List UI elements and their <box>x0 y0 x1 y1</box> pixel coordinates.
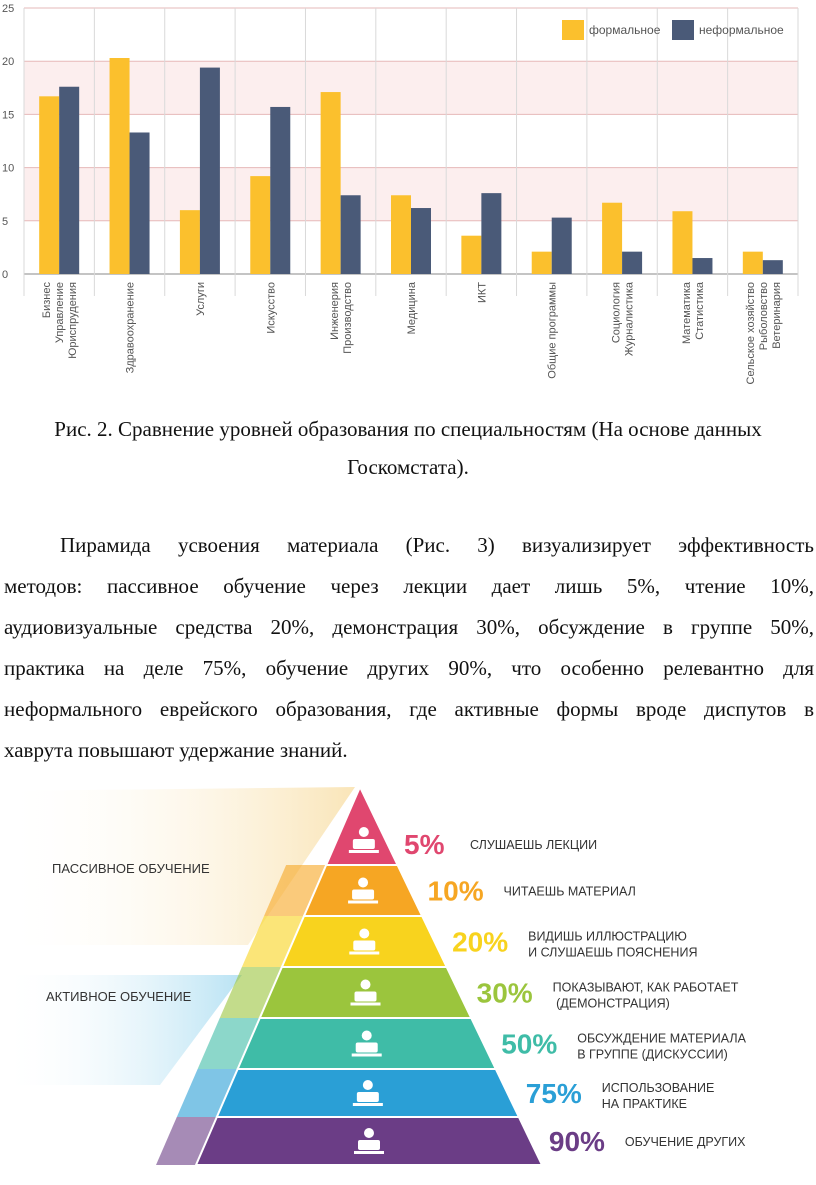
level-label <box>602 1081 715 1111</box>
icon-body <box>352 890 374 900</box>
icon-head <box>361 980 371 990</box>
bar-informal <box>341 195 361 274</box>
icon-body <box>355 992 377 1002</box>
level-label-line: ИСПОЛЬЗОВАНИЕ <box>601 1081 715 1095</box>
level-percent: 10% <box>427 875 484 907</box>
level-label-line: И СЛУШАЕШЬ ПОЯСНЕНИЯ <box>528 945 698 960</box>
y-tick-label: 0 <box>2 269 9 281</box>
icon-base <box>351 1003 381 1006</box>
bar-informal <box>411 208 431 274</box>
icon-body <box>353 839 375 849</box>
paragraph-line: практика на деле 75%, обучение других 90%, что особенно релевантно для <box>4 656 814 680</box>
y-tick-label: 5 <box>2 215 9 228</box>
bar-formal <box>532 252 552 274</box>
bar-informal <box>692 258 712 274</box>
icon-body <box>356 1043 378 1053</box>
icon-base <box>354 1151 384 1154</box>
category-label <box>476 282 488 303</box>
bar-formal <box>461 236 481 274</box>
passive-learning-label: ПАССИВНОЕ ОБУЧЕНИЕ <box>52 861 210 876</box>
level-label-line: ЧИТАЕШЬ МАТЕРИАЛ <box>503 884 636 899</box>
bar-informal <box>481 193 501 274</box>
category-label-line: Бизнес <box>41 282 54 319</box>
level-label-line: В ГРУППЕ (ДИСКУССИИ) <box>577 1047 728 1062</box>
paragraph-line: методов: пассивное обучение через лекции дает лишь 5%, чтение 10%, <box>4 574 814 598</box>
category-label-line: Сельское хозяйство <box>744 282 757 385</box>
bar-informal <box>200 68 220 274</box>
bar-formal <box>39 96 59 274</box>
level-label <box>553 981 739 1011</box>
category-label <box>611 281 636 356</box>
y-tick-label: 15 <box>2 109 15 122</box>
level-percent: 90% <box>548 1126 605 1157</box>
figure-caption-line-1: Рис. 2. Сравнение уровней образования по специальностям (На основе данных <box>54 417 762 441</box>
icon-base <box>349 850 379 853</box>
y-tick-label: 25 <box>2 3 15 15</box>
category-label <box>125 282 137 373</box>
level-percent: 75% <box>525 1078 582 1109</box>
category-label-line: Инженерия <box>329 282 342 340</box>
level-label-line: ОБУЧЕНИЕ ДРУГИХ <box>624 1135 746 1149</box>
category-label <box>547 282 559 379</box>
icon-head <box>359 827 369 837</box>
paragraph-line: неформального еврейского образования, где активные формы вроде диспутов в <box>4 697 814 721</box>
category-label-line: Рыболовство <box>757 282 770 351</box>
category-label-line: Математика <box>680 282 693 344</box>
level-percent: 5% <box>404 829 445 860</box>
icon-body <box>358 1140 380 1150</box>
icon-body <box>353 941 375 951</box>
bar-informal <box>130 132 150 274</box>
category-label <box>41 282 79 359</box>
bar-informal <box>59 87 79 274</box>
bar-informal <box>763 260 783 274</box>
bar-formal <box>602 203 622 274</box>
paragraph-line: аудиовизуальные средства 20%, демонстрация 30%, обсуждение в группе 50%, <box>4 615 814 639</box>
bar-chart-figure <box>0 0 816 400</box>
category-label <box>406 281 418 334</box>
category-label <box>329 282 354 354</box>
icon-head <box>358 878 368 888</box>
y-tick-label: 10 <box>2 162 15 175</box>
level-label-line: НА ПРАКТИКЕ <box>601 1097 687 1111</box>
icon-base <box>352 1054 382 1057</box>
icon-head <box>362 1031 372 1041</box>
category-label-line: Журналистика <box>623 282 636 357</box>
level-label <box>528 930 697 960</box>
level-percent: 50% <box>501 1028 558 1060</box>
y-tick-label: 20 <box>2 56 15 69</box>
bar-formal <box>180 210 200 274</box>
icon-head <box>364 1128 374 1138</box>
category-label-line: Социология <box>610 282 623 344</box>
active-learning-label: АКТИВНОЕ ОБУЧЕНИЕ <box>46 989 192 1004</box>
bar-informal <box>270 107 290 274</box>
level-label-line: СЛУШАЕШЬ ЛЕКЦИИ <box>470 838 598 852</box>
legend-label: неформальное <box>699 23 784 37</box>
category-label-line: Медицина <box>406 282 418 335</box>
bar-formal <box>391 195 411 274</box>
category-label-line: Управление <box>54 282 67 344</box>
body-paragraph <box>4 525 814 771</box>
bar-formal <box>743 252 763 274</box>
category-label <box>195 282 207 316</box>
category-label-line: Производство <box>342 282 355 354</box>
learning-pyramid <box>0 785 816 1180</box>
bar-informal <box>622 252 642 274</box>
category-label-line: Юриспрудения <box>67 282 80 359</box>
bar-chart <box>0 0 816 400</box>
category-label-line: Услуги <box>194 282 207 316</box>
level-percent: 30% <box>476 977 533 1009</box>
learning-pyramid-figure <box>0 785 816 1180</box>
icon-head <box>359 929 369 939</box>
category-label <box>681 281 706 344</box>
level-label-line: ПОКАЗЫВАЮТ, КАК РАБОТАЕТ <box>552 980 739 995</box>
category-label-line: Ветеринария <box>770 282 783 349</box>
paragraph-line: хаврута повышают удержание знаний. <box>4 738 348 762</box>
icon-base <box>349 952 379 955</box>
category-label-line: ИКТ <box>476 282 489 304</box>
level-label-line: (ДЕМОНСТРАЦИЯ) <box>552 996 670 1011</box>
level-label <box>504 885 636 899</box>
category-label-line: Статистика <box>693 282 706 340</box>
bar-formal <box>250 176 270 274</box>
grid-band <box>24 61 798 114</box>
category-label <box>265 282 277 334</box>
category-label-line: Здравоохранение <box>124 282 137 374</box>
figure-caption-line-2: Госкомстата). <box>347 455 469 479</box>
level-label-line: ВИДИШЬ ИЛЛЮСТРАЦИЮ <box>528 929 687 944</box>
level-label <box>470 838 597 852</box>
level-label-line: ОБСУЖДЕНИЕ МАТЕРИАЛА <box>577 1031 746 1046</box>
legend-swatch <box>672 20 694 40</box>
bar-formal <box>321 92 341 274</box>
level-percent: 20% <box>452 926 509 958</box>
icon-body <box>357 1092 379 1102</box>
category-label-line: Общие программы <box>546 282 559 379</box>
icon-base <box>353 1103 383 1106</box>
category-label <box>745 282 783 385</box>
bar-formal <box>110 58 130 274</box>
legend-swatch <box>562 20 584 40</box>
level-label <box>577 1032 746 1062</box>
paragraph-line: Пирамида усвоения материала (Рис. 3) визуализирует эффективность <box>60 533 814 557</box>
bar-informal <box>552 218 572 274</box>
icon-base <box>348 901 378 904</box>
icon-head <box>363 1080 373 1090</box>
category-label-line: Искусство <box>265 282 278 334</box>
legend-label: формальное <box>589 23 661 37</box>
level-label <box>625 1135 746 1149</box>
bar-formal <box>672 211 692 274</box>
